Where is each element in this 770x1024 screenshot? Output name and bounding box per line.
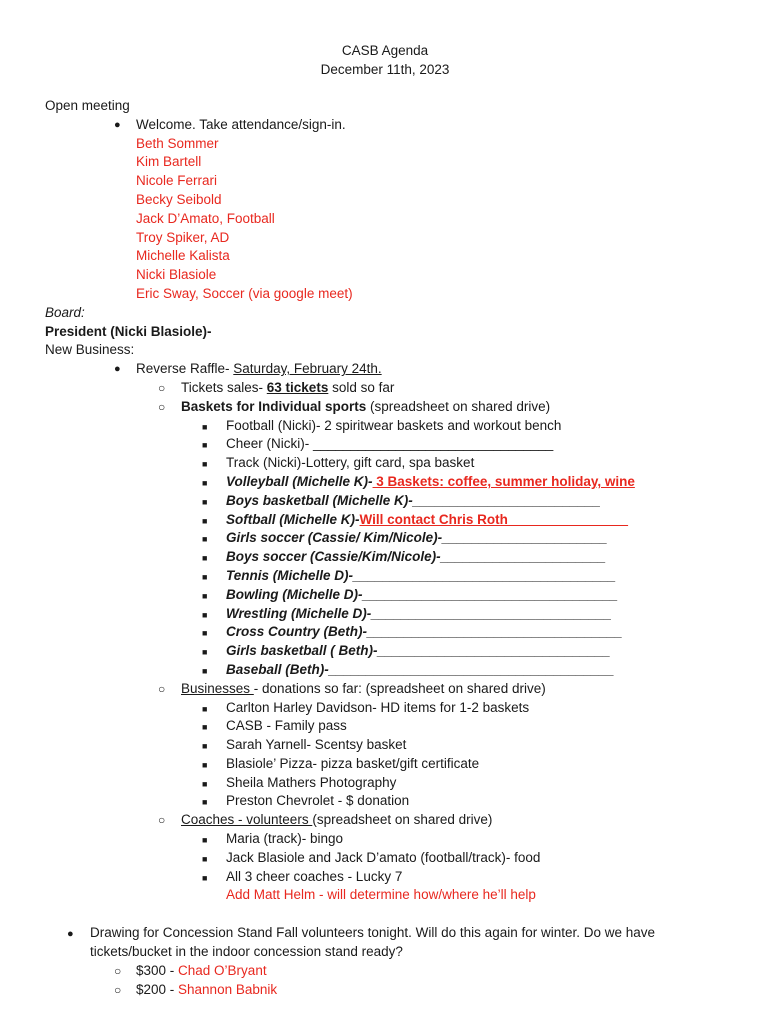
baskets-heading: ○ Baskets for Individual sports (spreadsheet on shared drive) bbox=[45, 398, 745, 417]
business-item: ■ CASB - Family pass bbox=[45, 717, 745, 736]
sport-basket-item bbox=[45, 548, 745, 567]
sport-basket-item bbox=[45, 454, 745, 473]
sport-basket-item bbox=[45, 661, 745, 680]
bullet-square-icon: ■ bbox=[202, 628, 208, 639]
bullet-square-icon: ■ bbox=[202, 440, 208, 451]
prize-item: ○ $200 - Shannon Babnik bbox=[45, 981, 745, 1000]
sport-basket-item bbox=[45, 435, 745, 454]
attendee: Nicki Blasiole bbox=[136, 267, 217, 283]
president-heading: President (Nicki Blasiole)- bbox=[45, 323, 212, 339]
sport-basket-label: Softball (Michelle K)- bbox=[226, 511, 360, 527]
sport-basket-label: Football (Nicki)- 2 spiritwear baskets and workout bench bbox=[226, 417, 562, 433]
attendee: Kim Bartell bbox=[136, 154, 202, 170]
agenda-date: December 11th, 2023 bbox=[320, 62, 450, 77]
agenda-title: CASB Agenda bbox=[341, 43, 429, 58]
coaches-heading: ○ Coaches - volunteers (spreadsheet on shared drive) bbox=[45, 811, 745, 830]
sport-basket-item bbox=[45, 642, 745, 661]
sport-basket-label: Girls soccer (Cassie/ Kim/Nicole)-______________________ bbox=[226, 530, 608, 546]
bullet-dot-icon: ● bbox=[114, 363, 121, 376]
business-item: ■ Blasiole’ Pizza- pizza basket/gift certificate bbox=[45, 755, 745, 774]
bullet-dot-icon: ● bbox=[67, 928, 74, 941]
bullet-square-icon: ■ bbox=[202, 759, 208, 770]
bullet-circle-icon: ○ bbox=[158, 399, 166, 414]
attendee: Becky Seibold bbox=[136, 191, 222, 207]
sport-basket-item bbox=[45, 511, 745, 530]
bullet-square-icon: ■ bbox=[202, 534, 208, 545]
sport-basket-label: Cheer (Nicki)- ________________________________ bbox=[226, 436, 554, 452]
bullet-circle-icon: ○ bbox=[114, 963, 122, 978]
attendee: Nicole Ferrari bbox=[136, 173, 218, 189]
bullet-square-icon: ■ bbox=[202, 571, 208, 582]
bullet-circle-icon: ○ bbox=[158, 681, 166, 696]
bullet-square-icon: ■ bbox=[202, 741, 208, 752]
attendee: Michelle Kalista bbox=[136, 248, 230, 264]
bullet-square-icon: ■ bbox=[202, 778, 208, 789]
bullet-square-icon: ■ bbox=[202, 872, 208, 883]
sport-basket-label: Girls basketball ( Beth)-_______________________________ bbox=[226, 643, 611, 659]
business-item: ■ Sarah Yarnell- Scentsy basket bbox=[45, 736, 745, 755]
coach-item: ■ Maria (track)- bingo bbox=[45, 830, 745, 849]
reverse-raffle-item: ● Reverse Raffle- Saturday, February 24th. bbox=[45, 360, 745, 379]
business-item: ■ Carlton Harley Davidson- HD items for 1-2 baskets bbox=[45, 699, 745, 718]
sport-basket-label: Cross Country (Beth)-__________________________________ bbox=[226, 624, 623, 640]
business-item: ■ Preston Chevrolet - $ donation bbox=[45, 792, 745, 811]
bullet-circle-icon: ○ bbox=[158, 380, 166, 395]
sport-basket-item bbox=[45, 623, 745, 642]
prize-item: ○ $300 - Chad O’Bryant bbox=[45, 962, 745, 981]
attendee: Troy Spiker, AD bbox=[136, 229, 230, 245]
bullet-square-icon: ■ bbox=[202, 459, 208, 470]
spacer bbox=[45, 905, 745, 924]
business-item: ■ Sheila Mathers Photography bbox=[45, 774, 745, 793]
sport-basket-label: Boys soccer (Cassie/Kim/Nicole)-______________________ bbox=[226, 549, 606, 565]
coach-added-note: Add Matt Helm - will determine how/where he’ll help bbox=[226, 887, 536, 903]
tickets-count: 63 tickets bbox=[266, 379, 329, 395]
sport-basket-item bbox=[45, 473, 745, 492]
attendee: Eric Sway, Soccer (via google meet) bbox=[136, 285, 353, 301]
bullet-circle-icon: ○ bbox=[114, 982, 122, 997]
businesses-heading: ○ Businesses - donations so far: (spreadsheet on shared drive) bbox=[45, 680, 745, 699]
sport-basket-label: Baseball (Beth)-______________________________________ bbox=[226, 661, 615, 677]
board-label: Board: bbox=[45, 304, 85, 320]
sport-basket-label: Boys basketball (Michelle K)-_________________________ bbox=[226, 492, 601, 508]
bullet-square-icon: ■ bbox=[202, 590, 208, 601]
agenda-header bbox=[0, 41, 770, 79]
bullet-square-icon: ■ bbox=[202, 853, 208, 864]
bullet-square-icon: ■ bbox=[202, 647, 208, 658]
bullet-square-icon: ■ bbox=[202, 665, 208, 676]
bullet-square-icon: ■ bbox=[202, 421, 208, 432]
new-business-heading: New Business: bbox=[45, 342, 135, 358]
bullet-square-icon: ■ bbox=[202, 722, 208, 733]
attendee: Jack D’Amato, Football bbox=[136, 210, 275, 226]
attendee-list bbox=[45, 135, 745, 304]
bullet-square-icon: ■ bbox=[202, 609, 208, 620]
sport-basket-item bbox=[45, 417, 745, 436]
attendee: Beth Sommer bbox=[136, 135, 219, 151]
open-meeting-heading: Open meeting bbox=[45, 98, 130, 113]
tickets-item: ○ Tickets sales- 63 tickets sold so far bbox=[45, 379, 745, 398]
bullet-circle-icon: ○ bbox=[158, 813, 166, 828]
raffle-date: Saturday, February 24th. bbox=[233, 361, 382, 377]
sport-basket-item bbox=[45, 492, 745, 511]
sport-basket-label: Track (Nicki)-Lottery, gift card, spa basket bbox=[226, 455, 475, 471]
coach-item: ■ All 3 cheer coaches - Lucky 7 bbox=[45, 868, 745, 887]
welcome-item: ● Welcome. Take attendance/sign-in. bbox=[45, 116, 745, 135]
prize-winner: Chad O’Bryant bbox=[178, 962, 267, 978]
sport-basket-item bbox=[45, 529, 745, 548]
sport-basket-note: 3 Baskets: coffee, summer holiday, wine bbox=[372, 473, 635, 489]
sport-basket-item bbox=[45, 567, 745, 586]
agenda-body bbox=[45, 97, 745, 999]
sport-basket-label: Bowling (Michelle D)-__________________________________ bbox=[226, 586, 618, 602]
bullet-square-icon: ■ bbox=[202, 477, 208, 488]
sport-basket-label: Wrestling (Michelle D)-________________________________ bbox=[226, 605, 612, 621]
drawing-item: ● Drawing for Concession Stand Fall volunteers tonight. Will do this again for winter. Do we have tickets/bucket in the indoor concession stand ready? bbox=[67, 925, 656, 960]
bullet-square-icon: ■ bbox=[202, 835, 208, 846]
bullet-square-icon: ■ bbox=[202, 703, 208, 714]
bullet-square-icon: ■ bbox=[202, 553, 208, 564]
bullet-square-icon: ■ bbox=[202, 515, 208, 526]
prize-winner: Shannon Babnik bbox=[178, 981, 278, 997]
sport-basket-label: Volleyball (Michelle K)- bbox=[226, 473, 373, 489]
sport-basket-note: Will contact Chris Roth________________ bbox=[359, 511, 629, 527]
bullet-square-icon: ■ bbox=[202, 797, 208, 808]
coach-item: ■ Jack Blasiole and Jack D’amato (football/track)- food bbox=[45, 849, 745, 868]
sport-basket-item bbox=[45, 605, 745, 624]
sport-basket-label: Tennis (Michelle D)-___________________________________ bbox=[226, 567, 616, 583]
coach-list bbox=[45, 830, 745, 905]
bullet-dot-icon: ● bbox=[114, 118, 121, 131]
sports-basket-list bbox=[45, 417, 745, 680]
bullet-square-icon: ■ bbox=[202, 496, 208, 507]
business-list bbox=[45, 699, 745, 812]
sport-basket-item bbox=[45, 586, 745, 605]
